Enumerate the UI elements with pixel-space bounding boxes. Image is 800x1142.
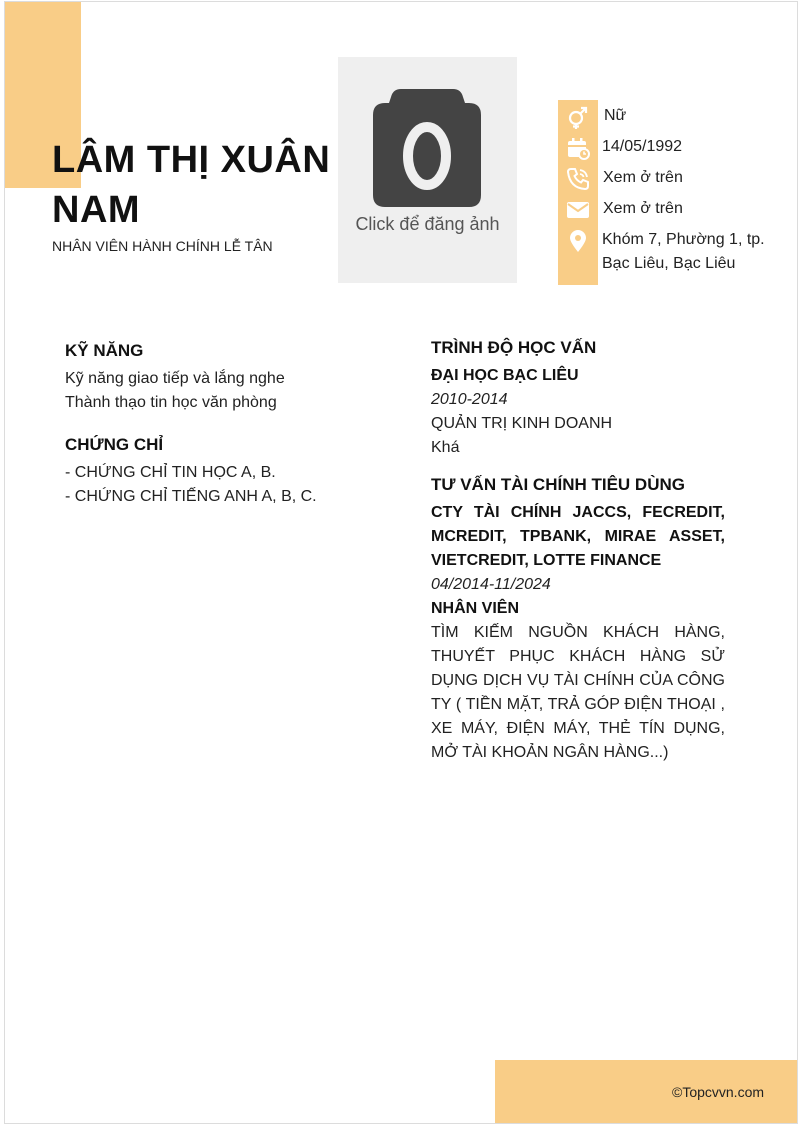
section-title: KỸ NĂNG (65, 341, 144, 360)
experience-section (431, 473, 725, 765)
certificates-section (65, 433, 317, 509)
camera-icon (373, 89, 481, 207)
education-major: QUẢN TRỊ KINH DOANH (431, 415, 613, 432)
phone-value: Xem ở trên (603, 169, 683, 186)
section-title: CHỨNG CHỈ (65, 435, 164, 454)
school-name: ĐẠI HỌC BẠC LIÊU (431, 367, 579, 384)
skill-item: Thành thạo tin học văn phòng (65, 394, 277, 411)
experience-period: 04/2014-11/2024 (431, 576, 551, 593)
education-section (431, 336, 725, 460)
cv-page (4, 1, 798, 1124)
certificate-item: - CHỨNG CHỈ TIẾNG ANH A, B, C. (65, 488, 317, 505)
education-grade: Khá (431, 439, 460, 456)
certificate-item: - CHỨNG CHỈ TIN HỌC A, B. (65, 464, 276, 481)
address-line: Khóm 7, Phường 1, tp. (602, 231, 765, 248)
gender-icon (564, 103, 592, 131)
section-title: TƯ VẤN TÀI CHÍNH TIÊU DÙNG (431, 475, 685, 494)
candidate-name: LÂM THỊ XUÂN NAM (52, 139, 331, 231)
email-value: Xem ở trên (603, 200, 683, 217)
address-value (602, 228, 765, 276)
gender-value: Nữ (604, 107, 627, 124)
address-line: Bạc Liêu, Bạc Liêu (602, 255, 736, 272)
photo-label: Click để đăng ảnh (355, 214, 500, 234)
photo-upload[interactable] (338, 57, 517, 283)
company-name: CTY TÀI CHÍNH JACCS, FECREDIT, MCREDIT, TPBANK, MIRAE ASSET, VIETCREDIT, LOTTE FINANCE (431, 504, 725, 569)
education-period: 2010-2014 (431, 391, 508, 408)
location-icon (564, 227, 592, 255)
email-icon (564, 196, 592, 224)
birthday-value: 14/05/1992 (602, 138, 683, 155)
job-title: NHÂN VIÊN HÀNH CHÍNH LỄ TÂN (52, 238, 273, 254)
section-title: TRÌNH ĐỘ HỌC VẤN (431, 338, 597, 357)
contact-icon-bar (558, 100, 598, 285)
calendar-icon (564, 134, 592, 162)
experience-description: TÌM KIẾM NGUỒN KHÁCH HÀNG, THUYẾT PHỤC KHÁCH HÀNG SỬ DỤNG DỊCH VỤ TÀI CHÍNH CỦA CÔNG TY ( TIỀN MẶT, TRẢ GÓP ĐIỆN THOẠI , XE MÁY, ĐIỆN MÁY, THẺ TÍN DỤNG, MỞ TÀI KHOẢN NGÂN HÀNG...) (431, 624, 725, 761)
experience-position: NHÂN VIÊN (431, 600, 520, 617)
skills-section (65, 339, 285, 415)
footer-credit: ©Topcvvn.com (672, 1084, 765, 1100)
phone-icon (564, 165, 592, 193)
skill-item: Kỹ năng giao tiếp và lắng nghe (65, 370, 285, 387)
